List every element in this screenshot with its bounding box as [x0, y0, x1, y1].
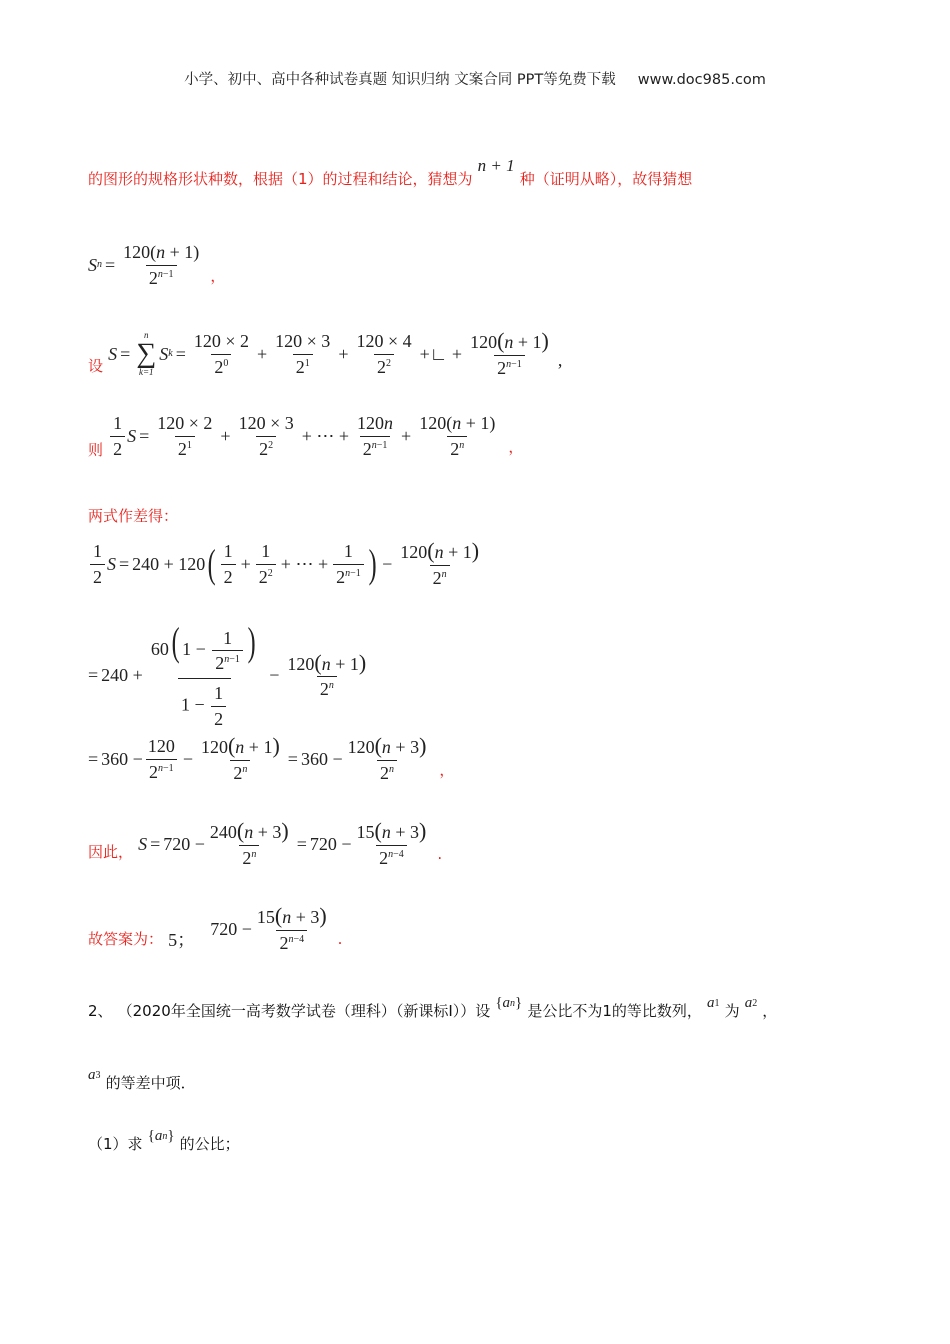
q2-source: （2020年全国统一高考数学试卷（理科）（新课标Ⅰ））设: [117, 1002, 491, 1020]
label-therefore: 因此，: [88, 842, 134, 861]
question-2-cont: a 3 的等差中项．: [88, 1067, 196, 1092]
question-2-part-1: （1）求 { a n } 的公比；: [88, 1128, 240, 1153]
label-she: 设: [88, 356, 104, 375]
q2-text-4: 的等差中项．: [105, 1074, 196, 1092]
q2-text-2: 为: [724, 1002, 740, 1020]
line-answer: 故答案为： 5； 720 − $\frac{15(n + 3)}{2^{n-4}}$ .: [88, 903, 343, 953]
question-2: 2、 （2020年全国统一高考数学试卷（理科）（新课标Ⅰ））设 { a n } 是公比不为1的等比数列， a 1 为 a 2 ，: [88, 995, 778, 1020]
guess-expr: n + 1: [477, 155, 515, 175]
label-ze: 则: [88, 440, 104, 459]
q2-1-label: （1）求: [88, 1135, 143, 1153]
guess-text-post: 种（证明从略），故得猜想: [519, 170, 693, 188]
answer-5: 5；: [168, 930, 196, 951]
q2-text-1: 是公比不为1的等比数列，: [527, 1002, 702, 1020]
formula-sn: S n = $\frac{120(n + 1)}{2^{n-1}}$ ，: [88, 242, 226, 288]
formula-diff-3: = 360 − $\frac{120}{2^{n-1}}$ − $\frac{120(n + 1)}{2^n}$ = 360 − $\frac{120(n + 3)}{2^n}$ ，: [88, 733, 455, 783]
formula-s-sum: 设 S = n ∑ k=1 S k = $\frac{120 \times 2}{2^0}$ + $\frac{120 \times 3}{2^1}$ + $\frac{120 \times 4}{2^2}$ +∟ + $\frac{120(n + 1)}{2^{n-1}}$ ,: [88, 328, 563, 378]
line-guess: [88, 155, 693, 190]
q2-text-3: ，: [762, 1002, 778, 1020]
q2-1-text: 的公比；: [179, 1135, 240, 1153]
q2-number: 2、: [88, 1002, 113, 1020]
header-text: 小学、初中、高中各种试卷真题 知识归纳 文案合同 PPT等免费下载: [184, 72, 616, 88]
label-answer: 故答案为：: [88, 929, 164, 948]
guess-text-pre: 的图形的规格形状种数，根据（1）的过程和结论，猜想为: [88, 170, 473, 188]
label-diff: 两式作差得：: [88, 507, 179, 525]
formula-diff-2: = 240 + 60( 1 − $\frac{1}{2^{n-1}}$ ) 1 − $\frac{1}{2}$ − $\frac{120(n + 1)}{2^n}$: [88, 619, 367, 729]
header-site: www.doc985.com: [637, 72, 766, 88]
formula-therefore: 因此， S = 720 − $\frac{240(n + 3)}{2^n}$ = 720 − $\frac{15(n + 3)}{2^{n-4}}$ .: [88, 818, 443, 868]
line-diff-label: [88, 505, 178, 526]
formula-half-s: 则 $\frac{1}{2}$ S = $\frac{120 \times 2}{2^1}$ + $\frac{120 \times 3}{2^2}$ + ⋯ + $\frac{120n}{2^{n-1}}$ + $\frac{120(n + 1)}{2^n}$ ，: [88, 413, 524, 459]
formula-diff-1: $\frac{1}{2}$ S = 240 + 120 ( $\frac{1}{2}$ + $\frac{1}{2^2}$ + ⋯ + $\frac{1}{2^{n-1}}$ ) − $\frac{120(n + 1)}{2^n}$: [88, 540, 484, 588]
page-header: [0, 68, 950, 89]
